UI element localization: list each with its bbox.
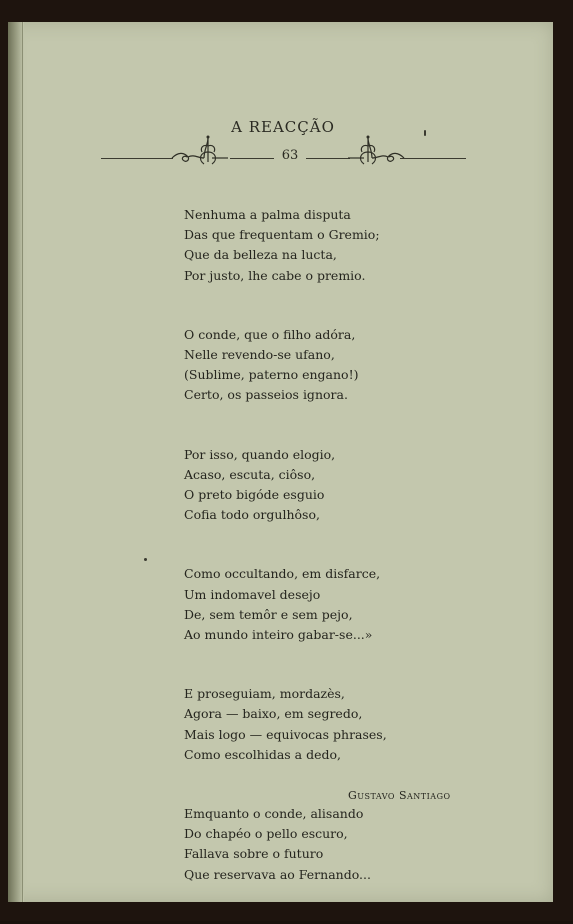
running-header: [98, 118, 468, 168]
verse-line: Mais logo — equivocas phrases,: [184, 726, 387, 742]
author-signature: Gustavo Santiago: [348, 789, 451, 802]
stanza: [184, 564, 484, 645]
verse-line: Ao mundo inteiro gabar-se...»: [184, 627, 373, 643]
verse-line: Um indomavel desejo: [184, 586, 321, 602]
ink-speck: [424, 130, 426, 136]
verse-line: O conde, que o filho adóra,: [184, 326, 356, 342]
verse-line: Por isso, quando elogio,: [184, 446, 336, 462]
verse-line: Emquanto o conde, alisando: [184, 806, 364, 822]
verse-line: Das que frequentam o Gremio;: [184, 227, 380, 243]
ornament-right-icon: [346, 132, 406, 166]
header-rule-left: [101, 158, 173, 159]
stanza: [184, 205, 484, 286]
stanza: [184, 445, 484, 526]
ink-speck: [144, 558, 147, 561]
header-rule-mid-left: [230, 158, 274, 159]
verse-line: Do chapéo o pello escuro,: [184, 826, 348, 842]
verse-line: Nelle revendo-se ufano,: [184, 347, 335, 363]
ornament-left-icon: [170, 132, 230, 166]
verse-line: Fallava sobre o futuro: [184, 846, 324, 862]
verse-line: Acaso, escuta, ciôso,: [184, 466, 316, 482]
verse-line: Agora — baixo, em segredo,: [184, 706, 363, 722]
verse-line: Que da belleza na lucta,: [184, 247, 337, 263]
verse-line: Por justo, lhe cabe o premio.: [184, 267, 366, 283]
page-number: 63: [281, 148, 299, 163]
verse-line: Que reservava ao Fernando...: [184, 866, 371, 882]
poem-body: [184, 205, 484, 924]
verse-line: Como occultando, em disfarce,: [184, 566, 381, 582]
verse-line: Como escolhidas a dedo,: [184, 746, 341, 762]
stanza: [184, 684, 484, 765]
header-rule-right: [400, 158, 466, 159]
verse-line: E proseguiam, mordazès,: [184, 686, 345, 702]
stanza: [184, 325, 484, 406]
verse-line: (Sublime, paterno engano!): [184, 367, 359, 383]
header-rule-mid-right: [306, 158, 350, 159]
gutter-line: [22, 22, 23, 902]
book-page: [8, 22, 553, 902]
header-title: A REACÇÃO: [231, 118, 335, 136]
verse-line: Nenhuma a palma disputa: [184, 207, 351, 222]
verse-line: De, sem temôr e sem pejo,: [184, 606, 353, 622]
verse-line: Cofia todo orgulhôso,: [184, 507, 320, 523]
verse-line: Certo, os passeios ignora.: [184, 387, 348, 403]
stanza: [184, 804, 484, 885]
verse-line: O preto bigóde esguio: [184, 487, 325, 503]
